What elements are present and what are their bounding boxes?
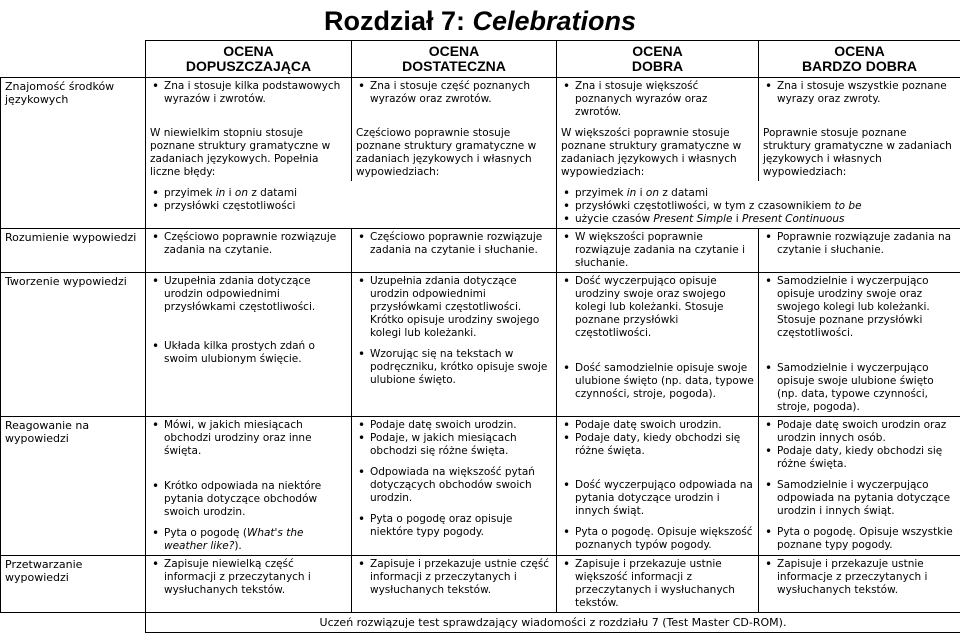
row-znajomosc	[1, 78, 960, 122]
list-item: • przysłówki częstotliwości, w tym z czasownikiem to be	[561, 200, 956, 213]
label-tworzenie: Tworzenie wypowiedzi	[1, 273, 146, 417]
list-item: • Podaje, w jakich miesiącach obchodzi się różne święta.	[356, 432, 552, 458]
list-item: • Podaje datę swoich urodzin.	[356, 419, 552, 432]
header-bardzo-dobra: OCENA BARDZO DOBRA	[759, 41, 960, 78]
list-item: • Zna i stosuje kilka podstawowych wyrazów i zwrotów.	[150, 80, 347, 106]
label-reagowanie: Reagowanie na wypowiedzi	[1, 417, 146, 556]
row-reagowanie	[1, 417, 960, 556]
list-item: • przyimek in i on z datami	[150, 187, 552, 200]
list-item: • przysłówki częstotliwości	[150, 200, 552, 213]
list-item: • Pyta o pogodę. Opisuje wszystkie poznane typy pogody.	[763, 526, 956, 552]
list-item: • Zapisuje i przekazuje ustnie większość informacji z przeczytanych i wysłuchanych tekstów.	[561, 558, 754, 610]
list-item: • Częściowo poprawnie rozwiązuje zadania na czytanie i słuchanie.	[356, 231, 552, 257]
header-dobra: OCENA DOBRA	[557, 41, 759, 78]
label-znajomosc: Znajomość środków językowych	[1, 78, 146, 229]
list-item: • Dość wyczerpująco odpowiada na pytania dotyczące urodzin i innych świąt.	[561, 479, 754, 518]
list-item: • przyimek in i on z datami	[561, 187, 956, 200]
cell-text: Częściowo poprawnie stosuje poznane struktury gramatyczne w zadaniach językowych i własnych wypowiedziach:	[356, 127, 536, 178]
list-item: • Wzorując się na tekstach w podręczniku, krótko opisuje swoje ulubione święto.	[356, 348, 552, 387]
list-item: • Samodzielnie i wyczerpująco odpowiada na pytania dotyczące urodzin i innych świąt.	[763, 479, 956, 518]
list-item: • Zapisuje i przekazuje ustnie informacje z przeczytanych i wysłuchanych tekstów.	[763, 558, 956, 597]
row-przetwarzanie	[1, 556, 960, 613]
header-row	[1, 41, 960, 78]
list-item: • W większości poprawnie rozwiązuje zadania na czytanie i słuchanie.	[561, 231, 754, 270]
list-item: • Zapisuje i przekazuje ustnie część informacji z przeczytanych i wysłuchanych tekstów.	[356, 558, 552, 597]
cell-text: Poprawnie stosuje poznane struktury gramatyczne w zadaniach językowych i własnych wypowiedziach:	[763, 127, 952, 178]
list-item: • Uzupełnia zdania dotyczące urodzin odpowiednimi przysłówkami częstotliwości.	[150, 275, 347, 314]
footer-row	[1, 613, 960, 633]
list-item: • Zapisuje niewielką część informacji z przeczytanych i wysłuchanych tekstów.	[150, 558, 347, 597]
list-item: • Samodzielnie i wyczerpująco opisuje swoje ulubione święto (np. data, typowe czynności, stroje, pogoda).	[763, 362, 956, 414]
list-item: • Dość wyczerpująco opisuje urodziny swoje oraz swojego kolegi lub koleżanki. Stosuje poznane przysłówki częstotliwości.	[561, 275, 754, 340]
row-tworzenie	[1, 273, 960, 417]
cell-text: W niewielkim stopniu stosuje poznane struktury gramatyczne w zadaniach językowych. Popełnia liczne błędy:	[150, 127, 330, 178]
row-rozumienie	[1, 229, 960, 273]
list-item: • Zna i stosuje większość poznanych wyrazów oraz zwrotów.	[561, 80, 754, 119]
list-item: • Krótko odpowiada na niektóre pytania dotyczące obchodów swoich urodzin.	[150, 480, 347, 519]
header-dopuszczajaca: OCENA DOPUSZCZAJĄCA	[146, 41, 352, 78]
cell-text: W większości poprawnie stosuje poznane struktury gramatyczne w zadaniach językowych i własnych wypowiedziach:	[561, 127, 741, 178]
grading-table	[0, 40, 960, 633]
list-item: • Samodzielnie i wyczerpująco opisuje urodziny swoje oraz swojego kolegi lub koleżanki. Stosuje poznane przysłówki częstotliwości.	[763, 275, 956, 340]
list-item: • Układa kilka prostych zdań o swoim ulubionym święcie.	[150, 340, 347, 366]
list-item: • Poprawnie rozwiązuje zadania na czytanie i słuchanie.	[763, 231, 956, 257]
footer-note: Uczeń rozwiązuje test sprawdzający wiadomości z rozdziału 7 (Test Master CD-ROM).	[146, 613, 960, 633]
list-item: • Zna i stosuje wszystkie poznane wyrazy oraz zwroty.	[763, 80, 956, 106]
list-item: • Dość samodzielnie opisuje swoje ulubione święto (np. data, typowe czynności, stroje, pogoda).	[561, 362, 754, 401]
list-item: • Częściowo poprawnie rozwiązuje zadania na czytanie.	[150, 231, 347, 257]
list-item: • Pyta o pogodę (What's the weather like?).	[150, 527, 347, 553]
list-item: • Podaje daty, kiedy obchodzi się różne święta.	[561, 432, 754, 458]
list-item: • Pyta o pogodę oraz opisuje niektóre typy pogody.	[356, 513, 552, 539]
list-item: • Zna i stosuje część poznanych wyrazów oraz zwrotów.	[356, 80, 552, 106]
label-przetwarzanie: Przetwarzanie wypowiedzi	[1, 556, 146, 613]
list-item: • Podaje daty, kiedy obchodzi się różne święta.	[763, 445, 956, 471]
page-title: Rozdział 7: Celebrations	[0, 6, 960, 37]
header-dostateczna: OCENA DOSTATECZNA	[352, 41, 557, 78]
list-item: • Odpowiada na większość pytań dotyczących obchodów swoich urodzin.	[356, 466, 552, 505]
list-item: • Uzupełnia zdania dotyczące urodzin odpowiednimi przysłówkami częstotliwości. Krótko opisuje urodziny swojego kolegi lub koleżanki.	[356, 275, 552, 340]
list-item: • użycie czasów Present Simple i Present Continuous	[561, 213, 956, 226]
label-rozumienie: Rozumienie wypowiedzi	[1, 229, 146, 273]
list-item: • Pyta o pogodę. Opisuje większość poznanych typów pogody.	[561, 526, 754, 552]
list-item: • Mówi, w jakich miesiącach obchodzi urodziny oraz inne święta.	[150, 419, 347, 458]
list-item: • Podaje datę swoich urodzin.	[561, 419, 754, 432]
list-item: • Podaje datę swoich urodzin oraz urodzin innych osób.	[763, 419, 956, 445]
